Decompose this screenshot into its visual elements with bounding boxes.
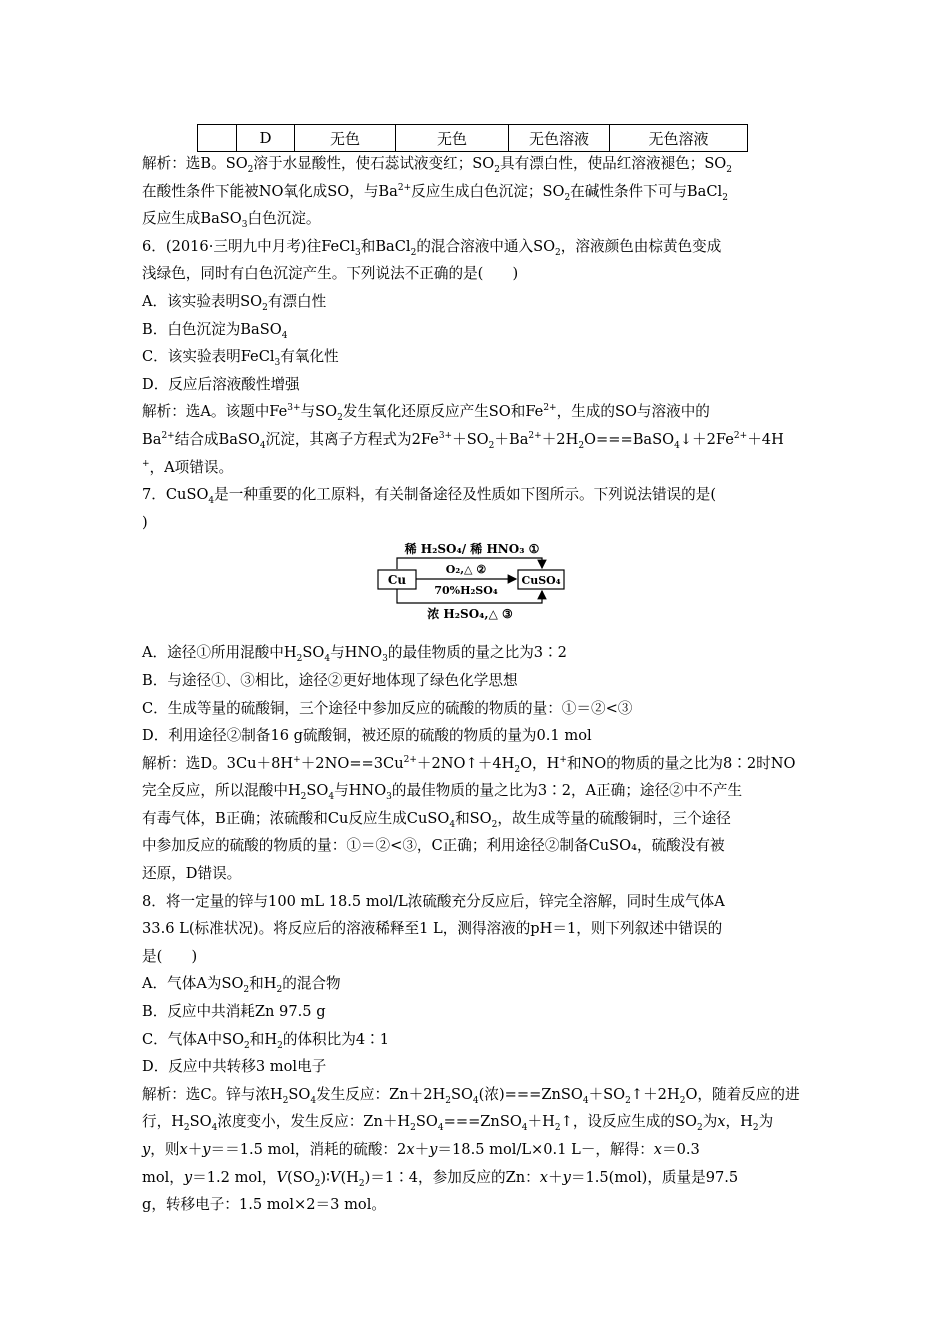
q6-analysis-line-1: 解析：选A。该题中$Fe^{3+}$与$SO_2$发生氧化还原反应产生SO和$Fe^{2+}$，生成的SO与溶液中的 [142, 403, 710, 424]
q7-analysis-line-1: 解析：选D。$3Cu+8H^++2NO==3Cu^{2+}+2NO↑+4H_2O$，H+和NO的物质的量之比为8∶2时NO [142, 754, 796, 775]
q6-stem-line-1: 6．(2016·三明九中月考)往FeCl$_3$和BaCl$_2$的混合溶液中通入$SO_2$，溶液颜色由棕黄色变成 [142, 237, 722, 258]
table-cell [198, 125, 237, 152]
cuso4-route-diagram [142, 536, 810, 639]
table-cell: 无色溶液 [509, 125, 610, 152]
q8-option-b: B．反应中共消耗Zn 97.5 g [142, 1003, 326, 1021]
q7-option-b: B．与途径①、③相比，途径②更好地体现了绿色化学思想 [142, 671, 518, 689]
q8-option-d: D．反应中共转移3 mol电子 [142, 1058, 327, 1076]
q6-option-c: C．该实验表明FeCl$_3$有氧化性 [142, 348, 339, 369]
document-body [142, 150, 810, 1219]
q6-analysis-line-3: +，A项错误。 [142, 458, 234, 476]
cu-label: Cu [387, 573, 407, 588]
q8-analysis-line-5: g，转移电子：1.5 mol×2＝3 mol。 [142, 1196, 386, 1214]
q8-analysis-line-2: 行，$H_2SO_4$浓度变小，发生反应：$Zn+H_2SO_4===ZnSO_4+H_2↑$，设反应生成的$SO_2$为x，$H_2$为 [142, 1113, 774, 1134]
q5-analysis-line-1: 解析：选B。$SO_2$溶于水显酸性，使石蕊试液变红；$SO_2$具有漂白性，使品红溶液褪色；$SO_2$ [142, 155, 733, 175]
q5-analysis-line-3: 反应生成BaSO$_3$白色沉淀。 [142, 210, 321, 231]
route-1-label: 稀 H₂SO₄/ 稀 HNO₃ ① [404, 542, 540, 557]
q7-option-a: A．途径①所用混酸中$H_2SO_4$与$HNO_3$的最佳物质的量之比为3∶2 [142, 644, 567, 665]
q6-stem-line-2: 浅绿色，同时有白色沉淀产生。下列说法不正确的是( ) [142, 265, 519, 283]
q8-stem-line-2: 33.6 L(标准状况)。将反应后的溶液稀释至1 L，测得溶液的pH＝1，则下列叙述中错误的 [142, 920, 723, 938]
q7-analysis-line-4: 中参加反应的硫酸的物质的量：①＝②<③，C正确；利用途径②制备CuSO₄，硫酸没有被 [142, 837, 725, 855]
answer-table-row [197, 124, 748, 152]
q6-option-d: D．反应后溶液酸性增强 [142, 375, 300, 393]
q7-option-c: C．生成等量的硫酸铜，三个途径中参加反应的硫酸的物质的量：①＝②<③ [142, 699, 633, 717]
q7-stem-line-2: ) [142, 513, 148, 531]
table-row [198, 125, 748, 152]
q8-stem-line-3: 是( ) [142, 947, 198, 965]
q7-option-d: D．利用途径②制备16 g硫酸铜，被还原的硫酸的物质的量为0.1 mol [142, 727, 592, 745]
cuso4-label: CuSO₄ [521, 574, 561, 588]
table-cell: 无色 [396, 125, 509, 152]
route-diagram-svg [372, 536, 572, 639]
q8-option-c: C．气体A中$SO_2$和$H_2$的体积比为4∶1 [142, 1030, 389, 1051]
q6-analysis-line-2: $Ba^{2+}$结合成BaSO$_4$沉淀，其离子方程式为$2Fe^{3+}+SO_2+Ba^{2+}+2H_2O===BaSO_4↓+2Fe^{2+}+4H$ [142, 430, 784, 451]
q6-option-a: A．该实验表明$SO_2$有漂白性 [142, 292, 327, 313]
route-2-bottom-label: 70%H₂SO₄ [434, 584, 498, 598]
table-cell: 无色溶液 [610, 125, 748, 152]
q5-analysis-line-2: 在酸性条件下能被NO氧化成SO，与$Ba^{2+}$反应生成白色沉淀；$SO_2$在碱性条件下可与BaCl$_2$ [142, 182, 728, 203]
q8-analysis-line-3: y，则x＋y＝＝1.5 mol，消耗的硫酸：2x＋y＝18.5 mol/L×0.1 L－，解得：x＝0.3 [142, 1141, 700, 1158]
route-3-label: 浓 H₂SO₄,△ ③ [427, 607, 513, 622]
q8-stem-line-1: 8．将一定量的锌与100 mL 18.5 mol/L浓硫酸充分反应后，锌完全溶解，同时生成气体A [142, 892, 725, 910]
q7-analysis-line-3: 有毒气体，B正确；浓硫酸和Cu反应生成CuSO$_4$和$SO_2$，故生成等量的硫酸铜时，三个途径 [142, 809, 731, 830]
q8-analysis-line-1: 解析：选C。锌与浓$H_2SO_4$发生反应：$Zn+2H_2SO_4$(浓)$===ZnSO_4+SO_2↑+2H_2O$，随着反应的进 [142, 1085, 800, 1106]
q8-option-a: A．气体A为$SO_2$和$H_2$的混合物 [142, 975, 341, 996]
q8-analysis-line-4: mol，y＝1.2 mol，$V(SO_2)∶V(H_2)=1∶4$，参加反应的Zn：x＋y＝1.5(mol)，质量是97.5 [142, 1168, 739, 1189]
q7-analysis-line-5: 还原，D错误。 [142, 865, 242, 883]
table-cell: 无色 [295, 125, 396, 152]
route-2-top-label: O₂,△ ② [445, 563, 487, 577]
q6-option-b: B．白色沉淀为BaSO$_4$ [142, 320, 288, 341]
q7-stem-line-1: 7．CuSO$_4$是一种重要的化工原料，有关制备途径及性质如下图所示。下列说法错误的是( [142, 486, 717, 507]
q7-analysis-line-2: 完全反应，所以混酸中$H_2SO_4$与$HNO_3$的最佳物质的量之比为3∶2，A正确；途径②中不产生 [142, 782, 743, 803]
table-cell: D [237, 125, 295, 152]
